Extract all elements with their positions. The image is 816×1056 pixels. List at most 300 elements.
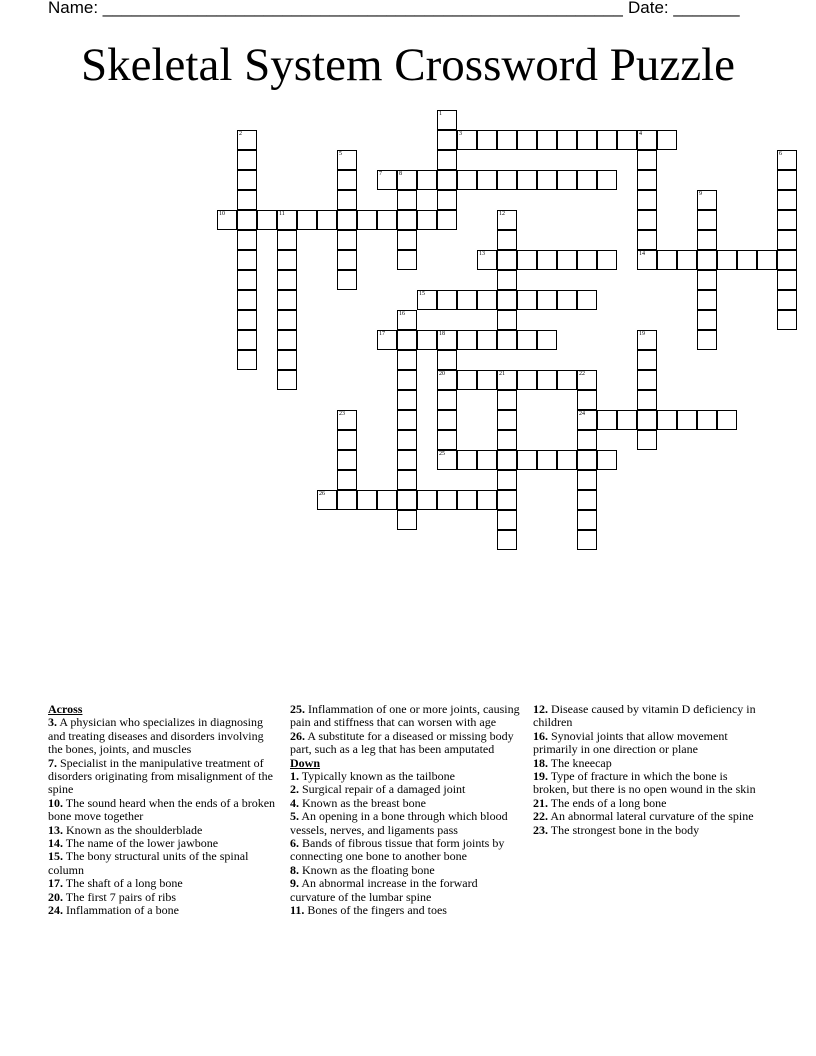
down-clue [290,904,522,917]
grid-cell[interactable] [637,390,657,410]
clue-number: 12 [499,211,505,217]
clue-number: 15 [419,291,425,297]
grid-cell[interactable] [237,290,257,310]
clue-num: 11. [290,903,305,918]
grid-cell[interactable] [457,330,477,350]
grid-cell[interactable] [597,130,617,150]
down-clue [533,757,763,770]
grid-cell[interactable] [437,350,457,370]
grid-cell[interactable] [637,190,657,210]
clue-text: The kneecap [548,755,612,770]
grid-cell[interactable] [437,430,457,450]
grid-cell[interactable] [377,490,397,510]
across-clue [48,877,276,890]
clue-text: Known as the breast bone [299,795,426,810]
grid-cell[interactable] [657,250,677,270]
grid-cell[interactable] [497,130,517,150]
clue-num: 10. [48,795,63,810]
across-clue [48,716,276,756]
grid-cell[interactable] [497,230,517,250]
grid-cell[interactable] [637,370,657,390]
grid-cell[interactable] [417,290,437,310]
grid-cell[interactable] [497,370,517,390]
grid-cell[interactable] [397,390,417,410]
grid-cell[interactable] [237,250,257,270]
across-clue [48,850,276,877]
grid-cell[interactable] [377,210,397,230]
grid-cell[interactable] [497,510,517,530]
clue-text: The name of the lower jawbone [63,836,219,851]
clue-num: 14. [48,836,63,851]
across-clue [48,891,276,904]
grid-cell[interactable] [217,210,237,230]
grid-cell[interactable] [497,330,517,350]
down-clue [290,864,522,877]
grid-cell[interactable] [737,250,757,270]
across-heading: Across [48,702,83,716]
grid-cell[interactable] [397,350,417,370]
grid-cell[interactable] [337,210,357,230]
clue-text: The strongest bone in the body [548,822,700,837]
clue-text: A substitute for a diseased or missing body part, such as a leg that has been amputated [290,728,514,757]
grid-cell[interactable] [577,290,597,310]
clue-num: 22. [533,809,548,824]
grid-cell[interactable] [477,170,497,190]
across-clue [48,837,276,850]
grid-cell[interactable] [537,130,557,150]
clue-text: Inflammation of one or more joints, causing pain and stiffness that can worsen with age [290,702,520,730]
grid-cell[interactable] [437,330,457,350]
grid-cell[interactable] [497,270,517,290]
grid-cell[interactable] [337,270,357,290]
grid-cell[interactable] [237,210,257,230]
grid-cell[interactable] [617,410,637,430]
clue-number: 22 [579,371,585,377]
grid-cell[interactable] [557,450,577,470]
grid-cell[interactable] [437,170,457,190]
across-clue [48,797,276,824]
grid-cell[interactable] [257,210,277,230]
grid-cell[interactable] [577,130,597,150]
grid-cell[interactable] [237,350,257,370]
grid-cell[interactable] [637,330,657,350]
grid-cell[interactable] [497,290,517,310]
grid-cell[interactable] [477,490,497,510]
clue-num: 12. [533,702,548,716]
clue-num: 26. [290,728,305,743]
grid-cell[interactable] [497,410,517,430]
grid-cell[interactable] [717,250,737,270]
grid-cell[interactable] [517,450,537,470]
across-clue [290,730,522,757]
grid-cell[interactable] [677,410,697,430]
clue-text: Specialist in the manipulative treatment of disorders originating from misalignment of the spine [48,755,273,797]
grid-cell[interactable] [477,330,497,350]
grid-cell[interactable] [397,230,417,250]
grid-cell[interactable] [437,290,457,310]
grid-cell[interactable] [637,250,657,270]
grid-cell[interactable] [397,310,417,330]
grid-cell[interactable] [237,310,257,330]
clue-number: 20 [439,371,445,377]
grid-cell[interactable] [237,330,257,350]
grid-cell[interactable] [477,250,497,270]
grid-cell[interactable] [397,370,417,390]
grid-cell[interactable] [637,410,657,430]
clue-text: The first 7 pairs of ribs [63,889,177,904]
grid-cell[interactable] [457,450,477,470]
grid-cell[interactable] [637,170,657,190]
clue-text: Synovial joints that allow movement primarily in one direction or plane [533,728,728,757]
grid-cell[interactable] [337,450,357,470]
grid-cell[interactable] [597,250,617,270]
clue-number: 3 [459,131,462,137]
clue-column-2 [290,703,522,918]
down-clue [290,783,522,796]
grid-cell[interactable] [437,130,457,150]
grid-cell[interactable] [397,450,417,470]
grid-cell[interactable] [457,130,477,150]
grid-cell[interactable] [397,210,417,230]
grid-cell[interactable] [597,450,617,470]
grid-cell[interactable] [777,170,797,190]
grid-cell[interactable] [697,190,717,210]
clue-text: An abnormal increase in the forward curvature of the lumbar spine [290,876,478,904]
clue-num: 25. [290,702,305,716]
grid-cell[interactable] [537,290,557,310]
grid-cell[interactable] [417,330,437,350]
grid-cell[interactable] [337,410,357,430]
grid-cell[interactable] [457,490,477,510]
clue-num: 6. [290,836,299,851]
grid-cell[interactable] [457,170,477,190]
grid-cell[interactable] [777,270,797,290]
grid-cell[interactable] [397,510,417,530]
grid-cell[interactable] [357,210,377,230]
grid-cell[interactable] [497,430,517,450]
grid-cell[interactable] [777,190,797,210]
date-field-label: Date: _______ [628,0,740,17]
grid-cell[interactable] [277,330,297,350]
grid-cell[interactable] [557,290,577,310]
grid-cell[interactable] [577,450,597,470]
grid-cell[interactable] [317,490,337,510]
grid-cell[interactable] [497,390,517,410]
grid-cell[interactable] [337,430,357,450]
down-clue [533,703,763,730]
clue-text: Bones of the fingers and toes [304,903,447,918]
clue-num: 23. [533,822,548,837]
clue-text: Bands of fibrous tissue that form joints by connecting one bone to another bone [290,836,505,864]
clue-num: 13. [48,822,63,837]
grid-cell[interactable] [497,450,517,470]
down-clue [533,824,763,837]
grid-cell[interactable] [437,410,457,430]
grid-cell[interactable] [557,130,577,150]
grid-cell[interactable] [777,150,797,170]
grid-cell[interactable] [697,270,717,290]
clue-number: 14 [639,251,645,257]
clue-num: 15. [48,849,63,864]
grid-cell[interactable] [237,270,257,290]
grid-cell[interactable] [537,450,557,470]
grid-cell[interactable] [537,250,557,270]
grid-cell[interactable] [517,130,537,150]
clue-text: Known as the shoulderblade [63,822,203,837]
clue-number: 23 [339,411,345,417]
clue-number: 18 [439,331,445,337]
grid-cell[interactable] [637,430,657,450]
grid-cell[interactable] [397,250,417,270]
grid-cell[interactable] [757,250,777,270]
clue-text: Surgical repair of a damaged joint [299,782,466,797]
grid-cell[interactable] [577,390,597,410]
grid-cell[interactable] [497,470,517,490]
grid-cell[interactable] [697,210,717,230]
grid-cell[interactable] [237,130,257,150]
grid-cell[interactable] [697,290,717,310]
grid-cell[interactable] [697,250,717,270]
clue-num: 4. [290,795,299,810]
grid-cell[interactable] [517,370,537,390]
grid-cell[interactable] [317,210,337,230]
grid-cell[interactable] [777,310,797,330]
grid-cell[interactable] [437,450,457,470]
grid-cell[interactable] [697,310,717,330]
grid-cell[interactable] [577,170,597,190]
clue-text: Type of fracture in which the bone is broken, but there is no open wound in the skin [533,769,756,797]
grid-cell[interactable] [497,530,517,550]
grid-cell[interactable] [277,350,297,370]
clue-number: 10 [219,211,225,217]
clue-text: Typically known as the tailbone [299,769,455,784]
grid-cell[interactable] [397,410,417,430]
clue-num: 17. [48,876,63,891]
grid-cell[interactable] [577,510,597,530]
clue-number: 24 [579,411,585,417]
grid-cell[interactable] [577,250,597,270]
clue-text: The sound heard when the ends of a broken bone move together [48,795,276,824]
grid-cell[interactable] [337,470,357,490]
grid-cell[interactable] [457,290,477,310]
grid-cell[interactable] [277,230,297,250]
grid-cell[interactable] [397,170,417,190]
down-clue [533,770,763,797]
clue-text: Disease caused by vitamin D deficiency in children [533,702,756,730]
grid-cell[interactable] [577,530,597,550]
grid-cell[interactable] [697,410,717,430]
down-clue [533,730,763,757]
grid-cell[interactable] [277,270,297,290]
grid-cell[interactable] [437,390,457,410]
grid-cell[interactable] [237,190,257,210]
grid-cell[interactable] [377,330,397,350]
grid-cell[interactable] [717,410,737,430]
grid-cell[interactable] [337,250,357,270]
grid-cell[interactable] [417,210,437,230]
clue-number: 2 [239,131,242,137]
clue-num: 21. [533,795,548,810]
clue-num: 19. [533,769,548,784]
grid-cell[interactable] [237,150,257,170]
grid-cell[interactable] [277,370,297,390]
clue-num: 1. [290,769,299,784]
down-heading: Down [290,755,321,770]
grid-cell[interactable] [397,470,417,490]
grid-cell[interactable] [497,210,517,230]
grid-cell[interactable] [337,150,357,170]
down-clue [533,797,763,810]
grid-cell[interactable] [277,290,297,310]
across-clue [48,904,276,917]
grid-cell[interactable] [517,330,537,350]
down-clue [290,877,522,904]
grid-cell[interactable] [437,150,457,170]
grid-cell[interactable] [577,430,597,450]
grid-cell[interactable] [397,490,417,510]
grid-cell[interactable] [517,170,537,190]
grid-cell[interactable] [597,410,617,430]
clue-text: An opening in a bone through which blood vessels, nerves, and ligaments pass [290,809,508,837]
grid-cell[interactable] [697,330,717,350]
clue-text: An abnormal lateral curvature of the spine [548,809,754,824]
grid-cell[interactable] [417,490,437,510]
clue-number: 21 [499,371,505,377]
clue-number: 19 [639,331,645,337]
clue-num: 16. [533,728,548,743]
clue-num: 3. [48,715,57,730]
grid-cell[interactable] [237,230,257,250]
clue-number: 8 [399,171,402,177]
page-title: Skeletal System Crossword Puzzle [80,39,735,91]
grid-cell[interactable] [537,330,557,350]
grid-cell[interactable] [477,450,497,470]
grid-cell[interactable] [477,290,497,310]
clue-number: 9 [699,191,702,197]
grid-cell[interactable] [277,250,297,270]
grid-cell[interactable] [497,310,517,330]
clue-num: 18. [533,755,548,770]
grid-cell[interactable] [777,250,797,270]
clue-number: 17 [379,331,385,337]
grid-cell[interactable] [597,170,617,190]
grid-cell[interactable] [557,170,577,190]
grid-cell[interactable] [457,370,477,390]
name-field-label: Name: _______________________________________________________ [48,0,623,17]
clue-text: Known as the floating bone [299,862,435,877]
grid-cell[interactable] [437,110,457,130]
grid-cell[interactable] [337,190,357,210]
grid-cell[interactable] [617,130,637,150]
clue-text: A physician who specializes in diagnosing and treating diseases and disorders involving the bones, joints, and muscles [48,715,264,757]
clue-number: 25 [439,451,445,457]
grid-cell[interactable] [437,210,457,230]
across-clue [48,757,276,797]
grid-cell[interactable] [337,170,357,190]
clue-number: 1 [439,111,442,117]
grid-cell[interactable] [677,250,697,270]
grid-cell[interactable] [437,190,457,210]
grid-cell[interactable] [777,230,797,250]
grid-cell[interactable] [517,290,537,310]
grid-cell[interactable] [657,130,677,150]
grid-cell[interactable] [577,410,597,430]
grid-cell[interactable] [277,210,297,230]
grid-cell[interactable] [777,290,797,310]
grid-cell[interactable] [577,370,597,390]
clue-number: 6 [779,151,782,157]
grid-cell[interactable] [397,330,417,350]
grid-cell[interactable] [277,310,297,330]
grid-cell[interactable] [577,490,597,510]
clue-number: 16 [399,311,405,317]
clue-column-3 [533,703,763,837]
clue-num: 8. [290,862,299,877]
grid-cell[interactable] [237,170,257,190]
clue-number: 13 [479,251,485,257]
grid-cell[interactable] [537,170,557,190]
grid-cell[interactable] [557,370,577,390]
clue-num: 7. [48,755,57,770]
grid-cell[interactable] [497,170,517,190]
across-clue [290,703,522,730]
clue-number: 5 [339,151,342,157]
clue-column-1 [48,703,276,918]
grid-cell[interactable] [297,210,317,230]
clue-number: 7 [379,171,382,177]
clue-text: The shaft of a long bone [63,876,183,891]
grid-cell[interactable] [637,150,657,170]
grid-cell[interactable] [557,250,577,270]
grid-cell[interactable] [337,230,357,250]
down-clue [290,770,522,783]
grid-cell[interactable] [537,370,557,390]
down-clue [290,810,522,837]
grid-cell[interactable] [357,490,377,510]
down-clue [290,797,522,810]
clue-text: The bony structural units of the spinal column [48,849,249,877]
grid-cell[interactable] [477,130,497,150]
grid-cell[interactable] [477,370,497,390]
clue-num: 2. [290,782,299,797]
grid-cell[interactable] [657,410,677,430]
grid-cell[interactable] [397,430,417,450]
grid-cell[interactable] [637,130,657,150]
grid-cell[interactable] [637,230,657,250]
grid-cell[interactable] [497,490,517,510]
grid-cell[interactable] [637,350,657,370]
grid-cell[interactable] [777,210,797,230]
clue-number: 11 [279,211,285,217]
clue-number: 26 [319,491,325,497]
grid-cell[interactable] [517,250,537,270]
grid-cell[interactable] [577,470,597,490]
grid-cell[interactable] [417,170,437,190]
clue-num: 5. [290,809,299,824]
down-clue [290,837,522,864]
grid-cell[interactable] [637,210,657,230]
clue-text: The ends of a long bone [548,795,667,810]
grid-cell[interactable] [497,250,517,270]
grid-cell[interactable] [437,490,457,510]
grid-cell[interactable] [377,170,397,190]
clue-num: 9. [290,876,299,891]
grid-cell[interactable] [337,490,357,510]
grid-cell[interactable] [697,230,717,250]
grid-cell[interactable] [437,370,457,390]
grid-cell[interactable] [397,190,417,210]
across-clue [48,824,276,837]
